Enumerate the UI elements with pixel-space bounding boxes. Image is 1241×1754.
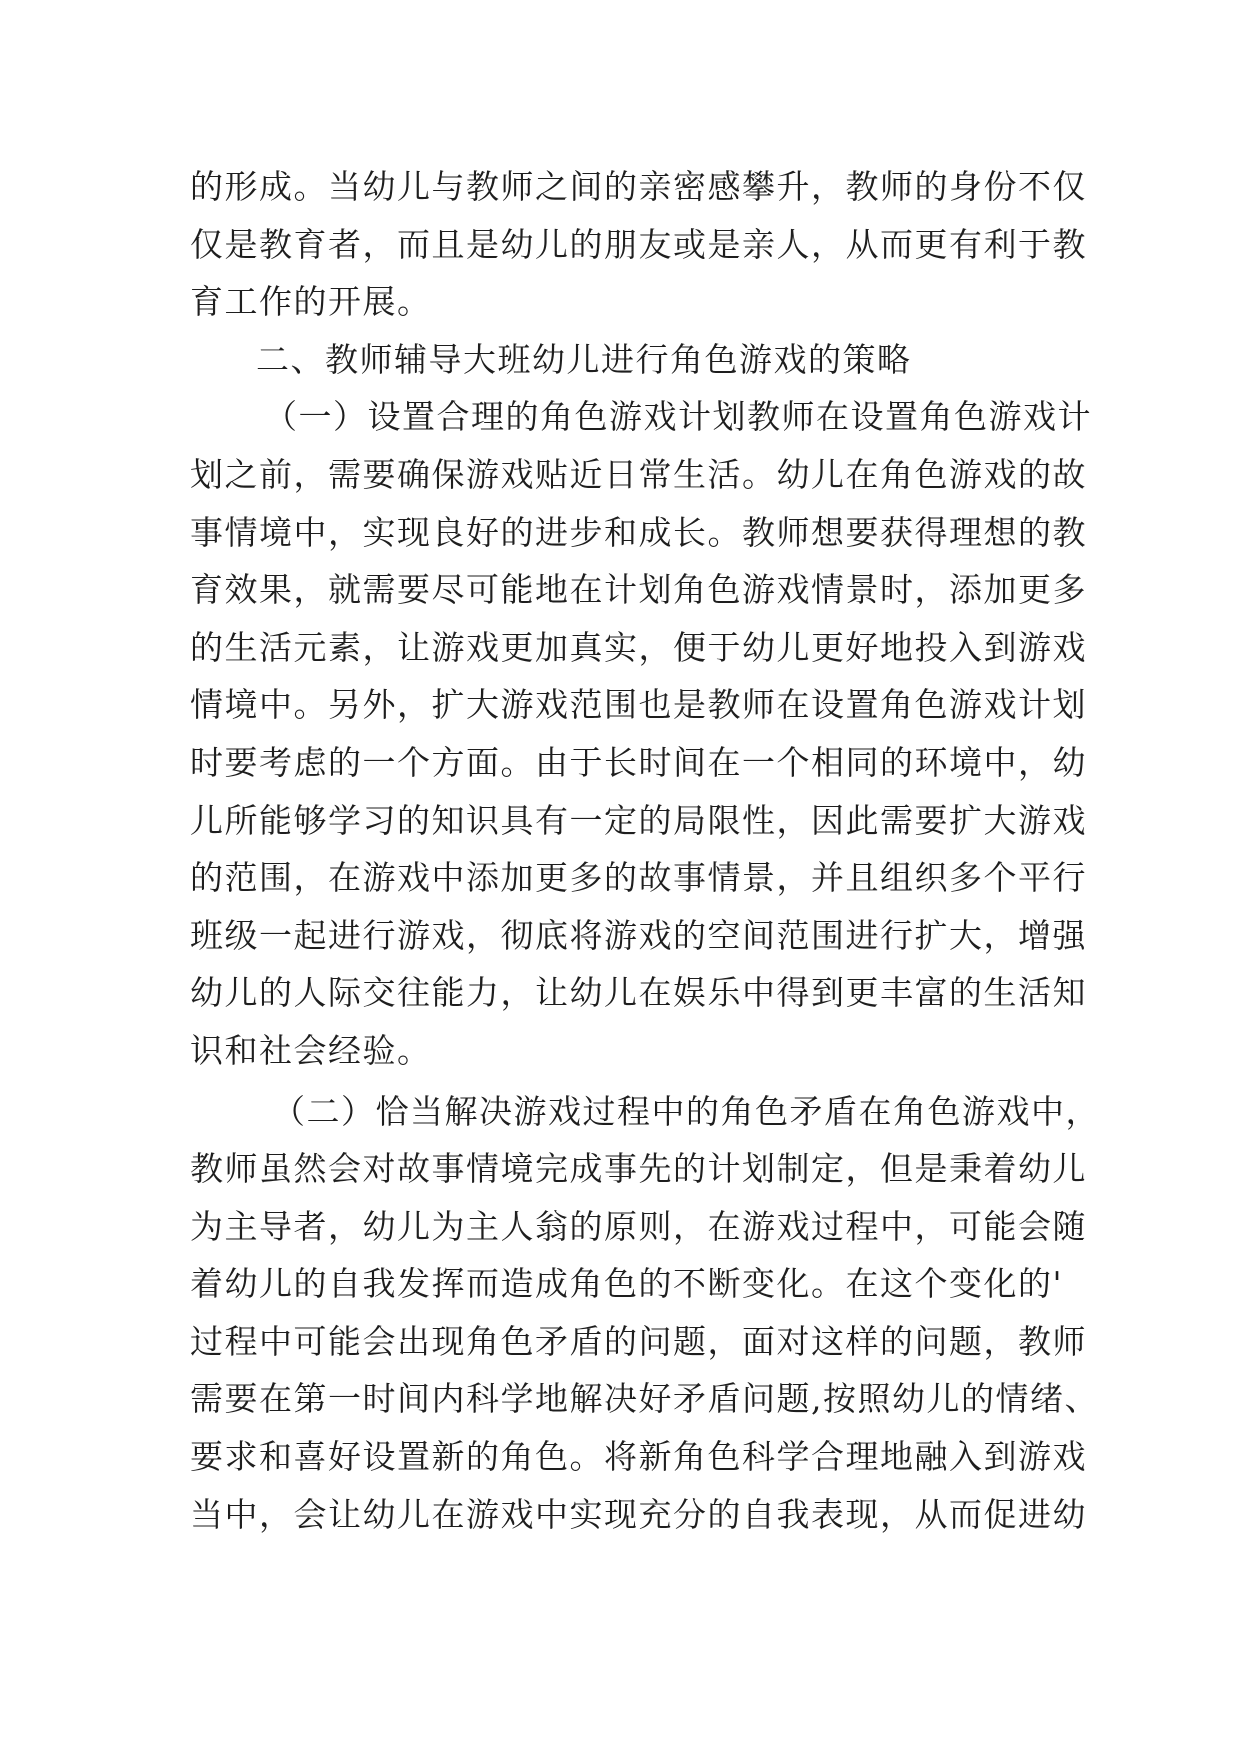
text-line: 育工作的开展。 <box>190 282 432 322</box>
text-line: 过程中可能会出现角色矛盾的问题，面对这样的问题，教师 <box>190 1321 1087 1361</box>
text-line: 需要在第一时间内科学地解决好矛盾问题,按照幼儿的情绪、 <box>190 1379 1099 1419</box>
text-line: 幼儿的人际交往能力，让幼儿在娱乐中得到更丰富的生活知 <box>190 973 1087 1013</box>
text-line: 的范围，在游戏中添加更多的故事情景，并且组织多个平行 <box>190 858 1087 898</box>
text-line: 为主导者，幼儿为主人翁的原则，在游戏过程中，可能会随 <box>190 1206 1087 1246</box>
text-line: 的生活元素，让游戏更加真实，便于幼儿更好地投入到游戏 <box>190 627 1087 667</box>
text-line: 当中，会让幼儿在游戏中实现充分的自我表现，从而促进幼 <box>190 1494 1087 1534</box>
text-line: 仅是教育者，而且是幼儿的朋友或是亲人，从而更有利于教 <box>190 224 1087 264</box>
text-line: 事情境中，实现良好的进步和成长。教师想要获得理想的教 <box>190 512 1087 552</box>
text-line: 的形成。当幼儿与教师之间的亲密感攀升，教师的身份不仅 <box>190 167 1087 206</box>
text-line: 着幼儿的自我发挥而造成角色的不断变化。在这个变化的' <box>190 1264 1064 1304</box>
section-heading: 二、教师辅导大班幼儿进行角色游戏的策略 <box>256 339 912 379</box>
text-line: 班级一起进行游戏，彻底将游戏的空间范围进行扩大，增强 <box>190 915 1087 955</box>
text-line: 教师虽然会对故事情境完成事先的计划制定，但是秉着幼儿 <box>190 1149 1087 1189</box>
body-text <box>190 158 1100 1543</box>
text-line: 识和社会经验。 <box>190 1030 432 1070</box>
text-line: 儿所能够学习的知识具有一定的局限性，因此需要扩大游戏 <box>190 800 1087 840</box>
subsection-heading-line: （一）设置合理的角色游戏计划教师在设置角色游戏计 <box>264 397 1092 437</box>
subsection-heading-line: （二）恰当解决游戏过程中的角色矛盾在角色游戏中， <box>272 1091 1100 1131</box>
text-line: 要求和喜好设置新的角色。将新角色科学合理地融入到游戏 <box>190 1437 1087 1477</box>
text-line: 情境中。另外，扩大游戏范围也是教师在设置角色游戏计划 <box>190 685 1087 725</box>
text-line: 划之前，需要确保游戏贴近日常生活。幼儿在角色游戏的故 <box>190 454 1087 494</box>
text-line: 时要考虑的一个方面。由于长时间在一个相同的环境中，幼 <box>190 742 1087 782</box>
text-line: 育效果，就需要尽可能地在计划角色游戏情景时，添加更多 <box>190 570 1087 610</box>
